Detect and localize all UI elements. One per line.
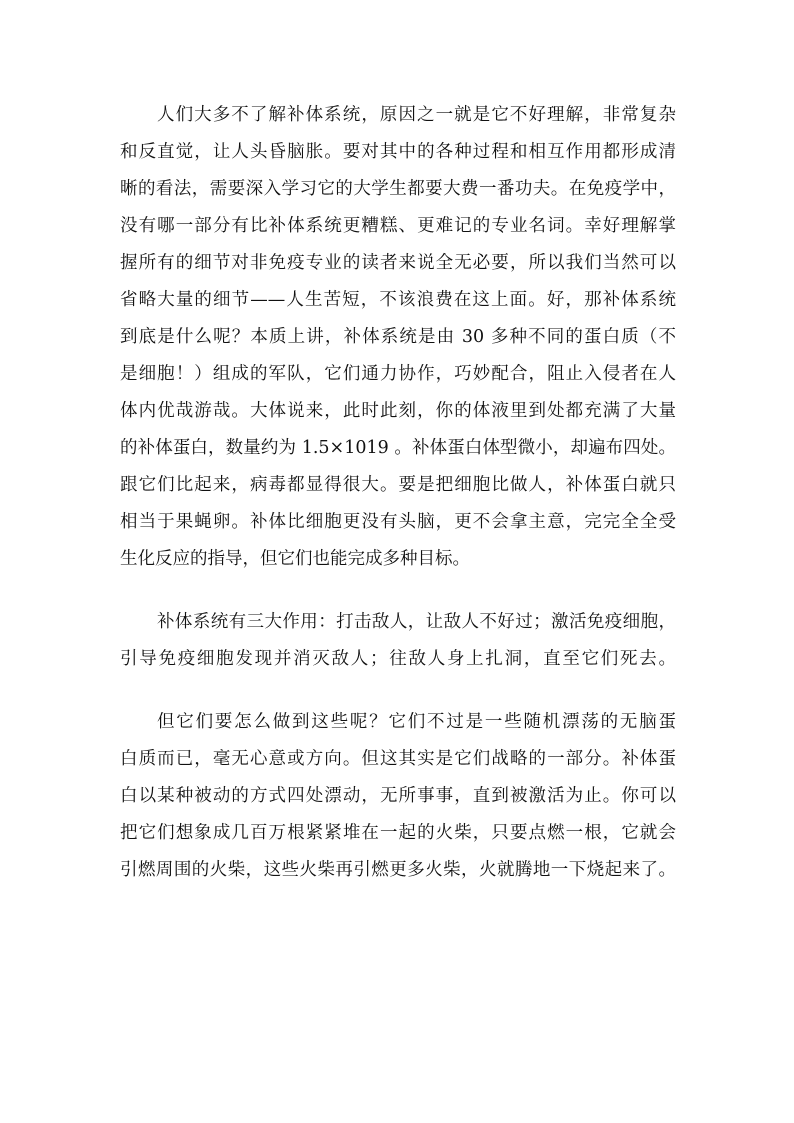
text-line: 补体系统有三大作用：打击敌人，让敌人不好过；激活免疫细胞，: [157, 612, 676, 632]
text-line: 的补体蛋白，数量约为 1.5×1019 。补体蛋白体型微小，却遍布四处。: [120, 438, 676, 458]
text-line: 晰的看法，需要深入学习它的大学生都要大费一番功夫。在免疫学中，: [120, 179, 676, 199]
paragraph-3: [120, 704, 676, 889]
document-body: [120, 97, 676, 889]
text-line: 白以某种被动的方式四处漂动，无所事事，直到被激活为止。你可以: [120, 786, 676, 806]
text-line: 握所有的细节对非免疫专业的读者来说全无必要，所以我们当然可以: [120, 253, 676, 273]
paragraph-spacer: [120, 678, 676, 704]
text-line: 引燃周围的火柴，这些火柴再引燃更多火柴，火就腾地一下烧起来了。: [120, 860, 676, 880]
text-line: 到底是什么呢？本质上讲，补体系统是由 30 多种不同的蛋白质（不: [120, 327, 676, 347]
text-line: 白质而已，毫无心意或方向。但这其实是它们战略的一部分。补体蛋: [120, 749, 676, 769]
paragraph-spacer: [120, 578, 676, 604]
paragraph-2: [120, 604, 676, 678]
text-line: 相当于果蝇卵。补体比细胞更没有头脑，更不会拿主意，完完全全受: [120, 512, 676, 532]
text-line: 人们大多不了解补体系统，原因之一就是它不好理解，非常复杂: [157, 105, 676, 125]
text-line: 生化反应的指导，但它们也能完成多种目标。: [120, 549, 470, 569]
text-line: 跟它们比起来，病毒都显得很大。要是把细胞比做人，补体蛋白就只: [120, 475, 676, 495]
text-line: 和反直觉，让人头昏脑胀。要对其中的各种过程和相互作用都形成清: [120, 142, 676, 162]
text-line: 把它们想象成几百万根紧紧堆在一起的火柴，只要点燃一根，它就会: [120, 823, 676, 843]
text-line: 引导免疫细胞发现并消灭敌人；往敌人身上扎洞，直至它们死去。: [120, 649, 676, 669]
text-line: 是细胞！）组成的军队，它们通力协作，巧妙配合，阻止入侵者在人: [120, 364, 676, 384]
text-line: 体内优哉游哉。大体说来，此时此刻，你的体液里到处都充满了大量: [120, 401, 676, 421]
text-line: 省略大量的细节——人生苦短，不该浪费在这上面。好，那补体系统: [120, 290, 676, 310]
text-line: 但它们要怎么做到这些呢？它们不过是一些随机漂荡的无脑蛋: [157, 712, 676, 732]
text-line: 没有哪一部分有比补体系统更糟糕、更难记的专业名词。幸好理解掌: [120, 216, 676, 236]
paragraph-1: [120, 97, 676, 578]
